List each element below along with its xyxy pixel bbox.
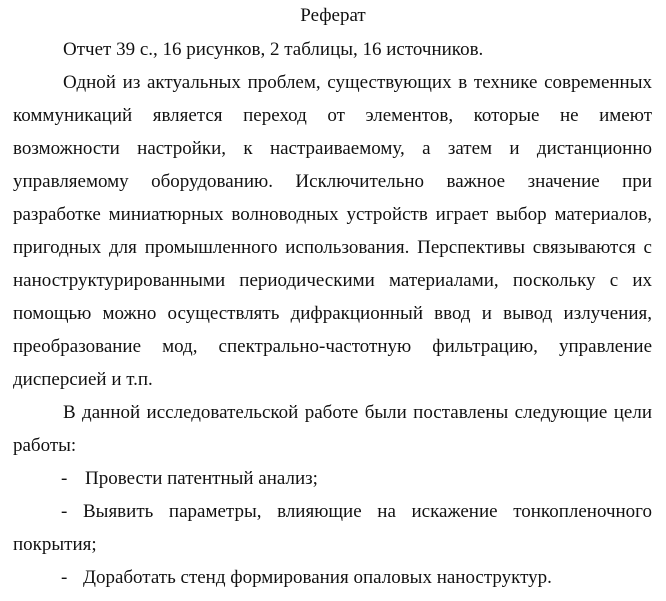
goals-intro-paragraph: В данной исследовательской работе были поставлены следующие цели работы: (13, 402, 652, 456)
list-item (13, 561, 652, 594)
list-item-text: Выявить параметры, влияющие на искажение тонкопленочного покрытия; (13, 501, 652, 555)
list-item-text: Доработать стенд формирования опаловых наноструктур. (83, 567, 552, 588)
page-title: Реферат (300, 5, 366, 26)
main-paragraph: Одной из актуальных проблем, существующих в технике современных коммуникаций является переход от элементов, которые не имеют возможности настройки, к настраиваемому, а затем и дистанционно управляемому оборудованию. Исключительно важное значение при разработке миниатюрных волноводных устройств играет выбор материалов, пригодных для промышленного использования. Перспективы связываются с наноструктурированными периодическими материалами, поскольку с их помощью можно осуществлять дифракционный ввод и вывод излучения, преобразование мод, спектрально-частотную фильтрацию, управление дисперсией и т.п. (13, 72, 652, 390)
list-item (13, 462, 652, 495)
list-dash: - (61, 468, 68, 489)
list-dash: - (61, 501, 68, 522)
list-dash: - (61, 567, 68, 588)
report-stats-paragraph: Отчет 39 с., 16 рисунков, 2 таблицы, 16 источников. (63, 39, 484, 60)
list-item-text: Провести патентный анализ; (85, 468, 318, 489)
list-item (13, 495, 652, 561)
